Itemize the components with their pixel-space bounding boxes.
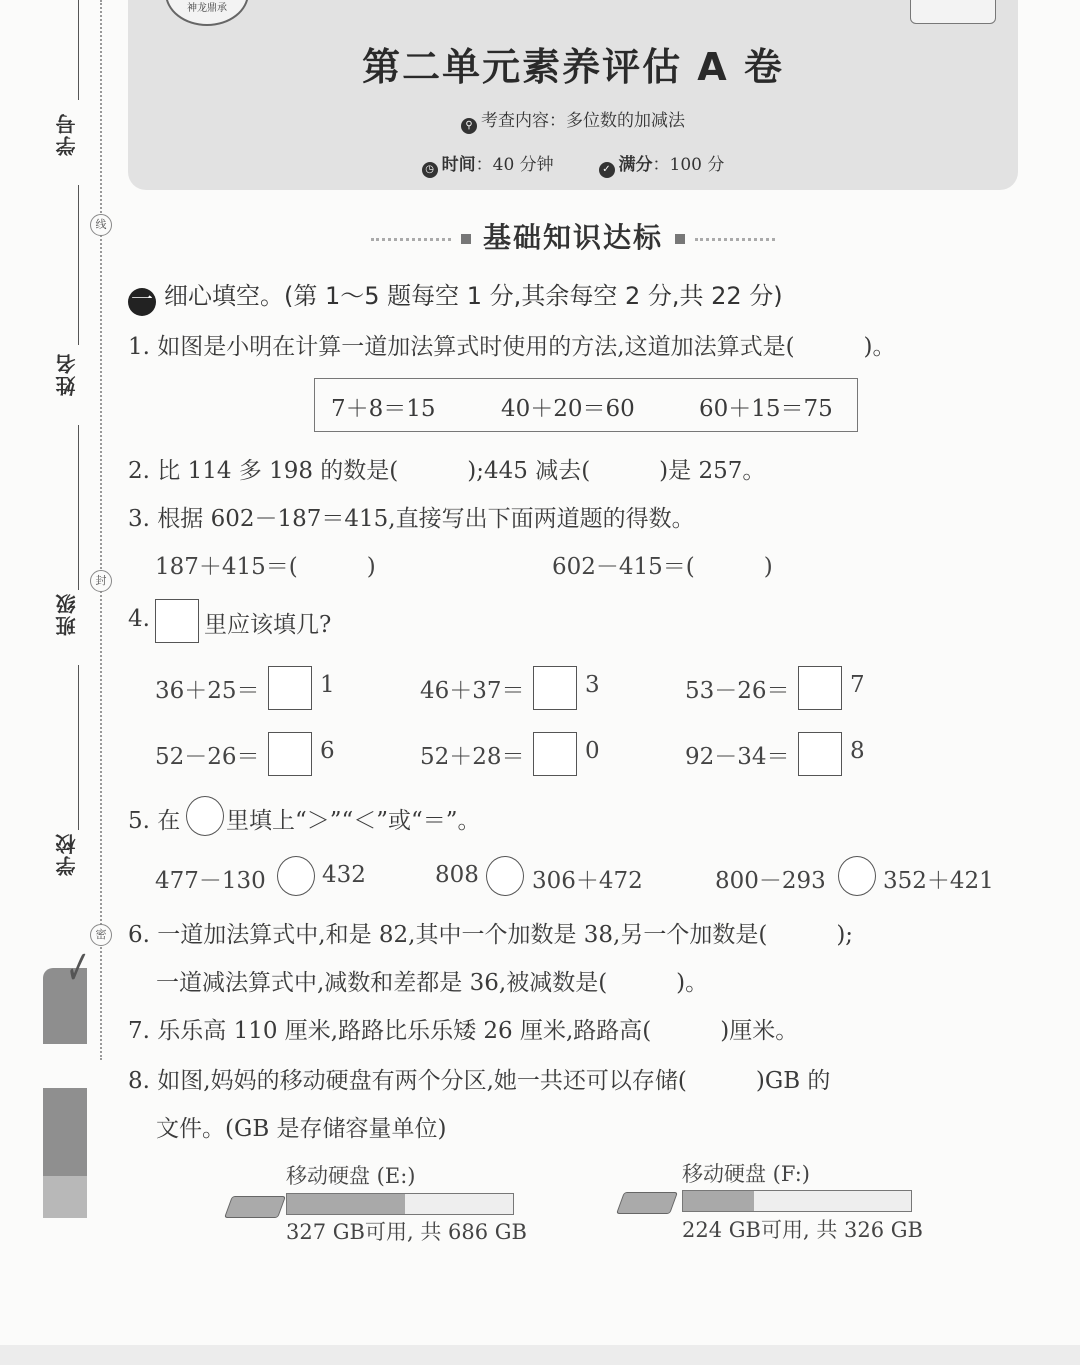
hard-drive-icon (224, 1196, 286, 1218)
question-4-text: 里应该填几? (204, 612, 332, 638)
disk-f-name: 移动硬盘 (F:) (682, 1162, 810, 1186)
seal-char-seal: 封 (90, 570, 112, 592)
q4-right-1: 1 (320, 672, 335, 698)
time-value: ：40 分钟 (475, 155, 554, 175)
compare-circle[interactable] (486, 856, 524, 896)
margin-line (78, 0, 79, 100)
q3-item-2: 602－415＝( ) (552, 554, 773, 580)
margin-label-class: 班级 (55, 592, 79, 636)
bottom-strip (0, 1345, 1080, 1365)
q5-right-1: 432 (322, 862, 366, 888)
question-2: 2. 比 114 多 198 的数是( );445 减去( )是 257。 (128, 458, 766, 484)
section-title (128, 216, 1018, 256)
equation-box (314, 378, 858, 432)
check-mark-icon: ✓ (66, 940, 91, 996)
clock-icon: ◷ (422, 162, 438, 178)
answer-box[interactable] (533, 732, 577, 776)
q4-right-3: 7 (850, 672, 865, 698)
time-label: 时间 (441, 155, 476, 175)
q4-right-4: 6 (320, 738, 335, 764)
q4-left-1: 36＋25＝ (155, 678, 260, 704)
q4-left-6: 92－34＝ (685, 744, 790, 770)
check-circle-icon: ✓ (599, 162, 615, 178)
score-label: 满分 (618, 155, 653, 175)
decor-square-icon (675, 234, 685, 244)
q4-left-4: 52－26＝ (155, 744, 260, 770)
question-1: 1. 如图是小明在计算一道加法算式时使用的方法,这道加法算式是( )。 (128, 334, 896, 360)
margin-line (78, 665, 79, 830)
disk-e-usage-fill (287, 1194, 405, 1214)
side-tab-mid (43, 1088, 87, 1176)
divider (371, 238, 451, 241)
q4-right-2: 3 (585, 672, 600, 698)
content-label: 考查内容 (481, 111, 549, 131)
page-title: 第二单元素养评估 A 卷 (362, 45, 784, 89)
question-8-line-2: 文件。(GB 是存储容量单位) (156, 1116, 447, 1142)
section-title-text: 基础知识达标 (482, 221, 663, 254)
margin-label-school: 学校 (55, 832, 79, 876)
part-number-badge: 一 (128, 288, 156, 316)
answer-box[interactable] (798, 732, 842, 776)
time-score-line (128, 150, 1018, 178)
equation-2: 40＋20＝60 (501, 396, 635, 422)
disk-f-caption: 224 GB可用, 共 326 GB (682, 1218, 923, 1242)
disk-e-usage-bar (286, 1193, 514, 1215)
q4-left-3: 53－26＝ (685, 678, 790, 704)
question-6-line-2: 一道减法算式中,减数和差都是 36,被减数是( )。 (156, 970, 709, 996)
q4-right-6: 8 (850, 738, 865, 764)
margin-label-name: 姓名 (55, 352, 79, 396)
q4-left-5: 52＋28＝ (420, 744, 525, 770)
answer-box[interactable] (155, 599, 199, 643)
question-8-line-1: 8. 如图,妈妈的移动硬盘有两个分区,她一共还可以存储( )GB 的 (128, 1068, 831, 1094)
score-value: ：100 分 (652, 155, 725, 175)
hard-drive-icon (616, 1192, 678, 1214)
answer-box[interactable] (533, 666, 577, 710)
compare-circle[interactable] (186, 796, 224, 836)
q5-left-3: 800－293 (715, 868, 826, 894)
equation-1: 7＋8＝15 (331, 396, 436, 422)
q4-left-2: 46＋37＝ (420, 678, 525, 704)
compare-circle[interactable] (277, 856, 315, 896)
search-icon: ⚲ (461, 118, 477, 134)
question-5-num: 5. 在 (128, 808, 181, 834)
question-6-line-1: 6. 一道加法算式中,和是 82,其中一个加数是 38,另一个加数是( ); (128, 922, 854, 948)
q5-right-3: 352＋421 (883, 868, 994, 894)
q3-item-1: 187＋415＝( ) (155, 554, 376, 580)
answer-box[interactable] (798, 666, 842, 710)
seal-char-secret: 密 (90, 924, 112, 946)
exam-content-line (128, 106, 1018, 134)
margin-line (78, 425, 79, 590)
content-value: ：多位数的加减法 (549, 111, 685, 131)
question-3: 3. 根据 602－187＝415,直接写出下面两道题的得数。 (128, 506, 695, 532)
decor-square-icon (461, 234, 471, 244)
question-7: 7. 乐乐高 110 厘米,路路比乐乐矮 26 厘米,路路高( )厘米。 (128, 1018, 799, 1044)
logo-text: 神龙鼎承 (187, 3, 227, 14)
disk-e-name: 移动硬盘 (E:) (286, 1164, 416, 1188)
answer-box[interactable] (268, 666, 312, 710)
binding-dotted-line (100, 0, 102, 1060)
disk-e-caption: 327 GB可用, 共 686 GB (286, 1220, 527, 1244)
q4-right-5: 0 (585, 738, 600, 764)
compare-circle[interactable] (838, 856, 876, 896)
q5-right-2: 306＋472 (532, 868, 643, 894)
disk-f-usage-fill (683, 1191, 754, 1211)
part-title: 细心填空。(第 1～5 题每空 1 分,其余每空 2 分,共 22 分) (164, 282, 783, 310)
score-box (910, 0, 996, 24)
question-4-num: 4. (128, 606, 150, 632)
question-5-text: 里填上“＞”“＜”或“＝”。 (226, 808, 481, 834)
part-heading (128, 276, 783, 316)
disk-f-usage-bar (682, 1190, 912, 1212)
margin-line (78, 185, 79, 345)
equation-3: 60＋15＝75 (699, 396, 833, 422)
answer-box[interactable] (268, 732, 312, 776)
divider (695, 238, 775, 241)
margin-label-student-id: 学号 (55, 112, 79, 156)
q5-left-1: 477－130 (155, 868, 266, 894)
side-tab-light (43, 1176, 87, 1218)
q5-left-2: 808 (435, 862, 479, 888)
seal-char-line: 线 (90, 214, 112, 236)
